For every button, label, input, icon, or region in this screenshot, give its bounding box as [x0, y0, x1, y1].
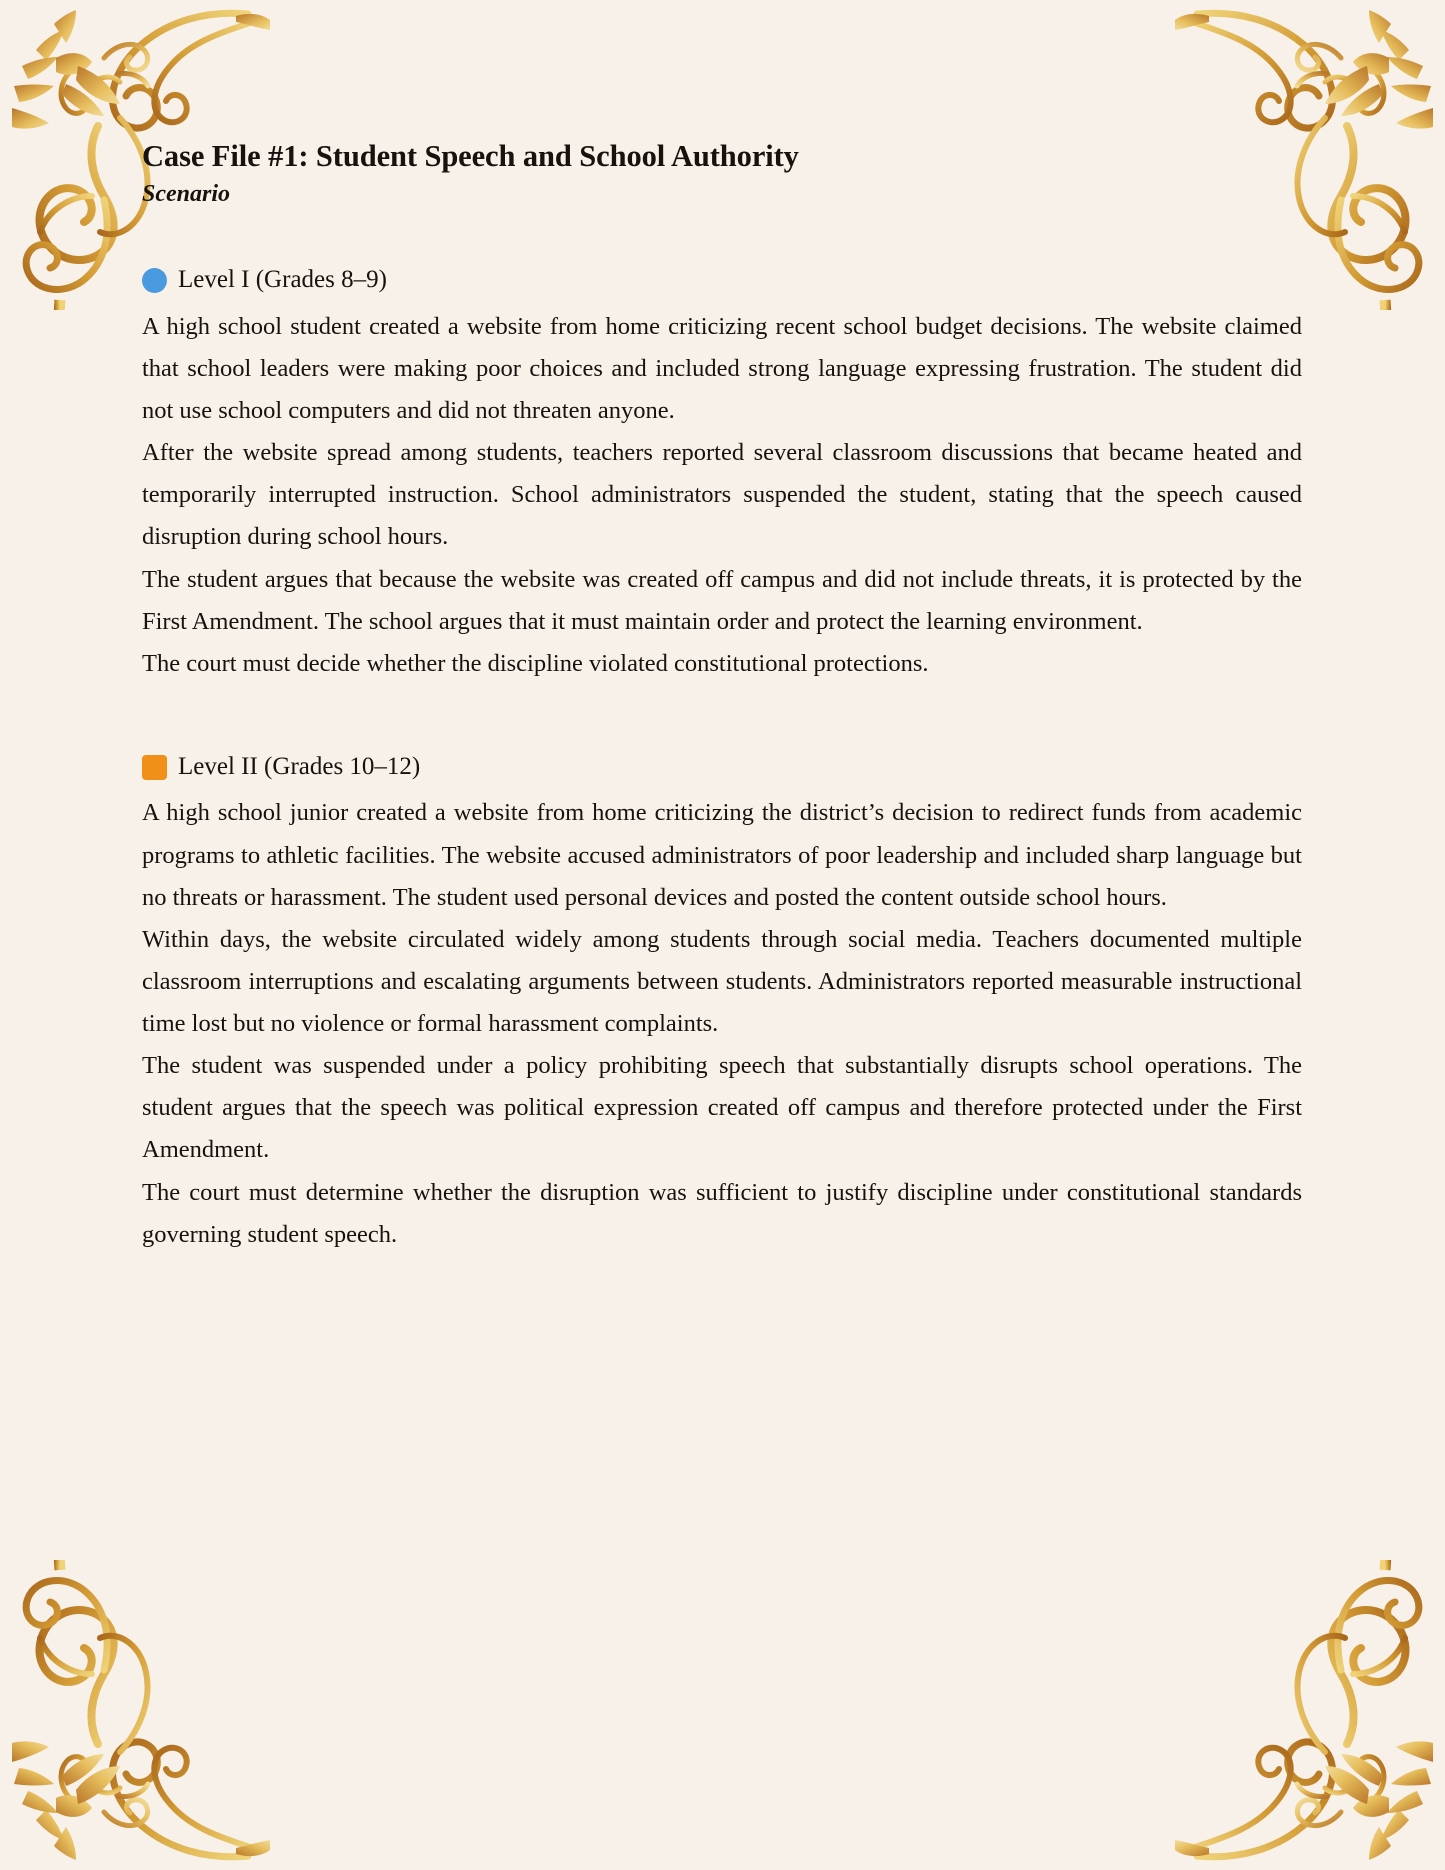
level-1-paragraph-3: The student argues that because the website was created off campus and did not include threats, it is protected by the First Amendment. The school argues that it must maintain order and protect the learning environment.	[142, 565, 1302, 635]
corner-ornament-bottom-left	[0, 1560, 270, 1870]
level-section-1	[142, 264, 1302, 685]
level-1-paragraph-2: After the website spread among students, teachers reported several classroom discussions that became heated and temporarily interrupted instruction. School administrators suspended the student, stating that the speech caused disruption during school hours.	[142, 439, 1302, 551]
level-heading-2	[142, 751, 1302, 784]
level-section-2	[142, 751, 1302, 1256]
level-2-paragraph-1: A high school junior created a website from home criticizing the district’s decision to redirect funds from academic programs to athletic facilities. The website accused administrators of poor leadership and included sharp language but no threats or harassment. The student used personal devices and posted the content outside school hours.	[142, 799, 1302, 911]
page-subtitle: Scenario	[142, 181, 231, 208]
level-2-paragraph-3: The student was suspended under a policy prohibiting speech that substantially disrupts school operations. The student argues that the speech was political expression created off campus and therefore protected under the First Amendment.	[142, 1052, 1302, 1164]
level-1-paragraph-1: A high school student created a website from home criticizing recent school budget decisions. The website claimed that school leaders were making poor choices and included strong language expressing frustration. The student did not use school computers and did not threaten anyone.	[142, 312, 1302, 425]
level-heading-label-1: Level I (Grades 8–9)	[178, 266, 387, 294]
blue-circle-marker-icon	[142, 268, 167, 293]
level-2-paragraph-4: The court must determine whether the disruption was sufficient to justify discipline under constitutional standards governing student speech.	[142, 1178, 1302, 1248]
orange-square-marker-icon	[142, 755, 167, 780]
page-title: Case File #1: Student Speech and School Authority	[142, 139, 799, 173]
corner-ornament-bottom-right	[1175, 1560, 1445, 1870]
level-1-paragraph-4: The court must decide whether the discipline violated constitutional protections.	[142, 649, 929, 677]
level-heading-1	[142, 264, 1302, 297]
level-2-paragraph-2: Within days, the website circulated widely among students through social media. Teachers documented multiple classroom interruptions and escalating arguments between students. Administrators reported measurable instructional time lost but no violence or formal harassment complaints.	[142, 925, 1302, 1038]
level-heading-label-2: Level II (Grades 10–12)	[178, 752, 421, 780]
document-content	[142, 137, 1302, 1256]
